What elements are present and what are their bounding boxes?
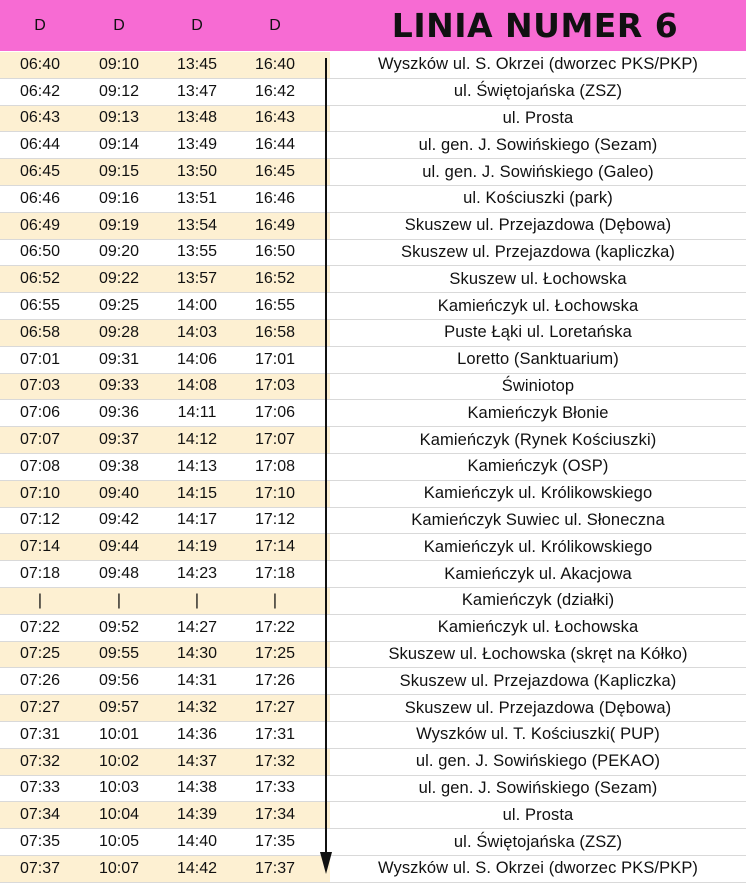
departure-time: 17:25	[254, 645, 296, 663]
departure-time: 06:49	[19, 216, 61, 234]
departure-time: 13:51	[176, 189, 218, 207]
departure-time: |	[116, 591, 122, 609]
departure-time: 13:48	[176, 109, 218, 127]
departure-time: 07:06	[19, 404, 61, 422]
day-column-header-4: D	[269, 16, 281, 34]
departure-time: 16:50	[254, 243, 296, 261]
departure-time: 16:44	[254, 136, 296, 154]
departure-time: 09:22	[98, 270, 140, 288]
departure-time: 13:50	[176, 163, 218, 181]
departure-time: 09:14	[98, 136, 140, 154]
day-column-header-1: D	[34, 16, 46, 34]
departure-time: 09:38	[98, 457, 140, 475]
departure-time: 10:02	[98, 752, 140, 770]
timetable-row	[0, 668, 746, 695]
timetable-row	[0, 347, 746, 374]
departure-time: |	[272, 591, 278, 609]
departure-time: 13:47	[176, 82, 218, 100]
timetable-row	[0, 829, 746, 856]
departure-time: |	[37, 591, 43, 609]
departure-time: 09:33	[98, 377, 140, 395]
departure-time: 09:44	[98, 538, 140, 556]
departure-time: 09:15	[98, 163, 140, 181]
departure-time: 07:07	[19, 431, 61, 449]
departure-time: 17:37	[254, 859, 296, 877]
timetable-row	[0, 159, 746, 186]
departure-time: 09:56	[98, 672, 140, 690]
departure-time: 17:31	[254, 725, 296, 743]
departure-time: 14:23	[176, 565, 218, 583]
stop-name: Skuszew ul. Przejazdowa (Dębowa)	[404, 698, 672, 717]
departure-time: 17:14	[254, 538, 296, 556]
timetable-row	[0, 588, 746, 615]
departure-time: 17:07	[254, 431, 296, 449]
stop-name: Kamieńczyk Błonie	[467, 403, 609, 422]
departure-time: 06:52	[19, 270, 61, 288]
stop-name: ul. gen. J. Sowińskiego (Sezam)	[418, 135, 658, 154]
stop-name: Skuszew ul. Przejazdowa (Kapliczka)	[399, 671, 677, 690]
timetable-row	[0, 240, 746, 267]
stop-name: Skuszew ul. Łochowska (skręt na Kółko)	[388, 644, 688, 663]
departure-time: 17:12	[254, 511, 296, 529]
departure-time: 14:12	[176, 431, 218, 449]
departure-time: 14:06	[176, 350, 218, 368]
departure-time: 14:03	[176, 323, 218, 341]
departure-time: 09:57	[98, 699, 140, 717]
timetable-row	[0, 186, 746, 213]
departure-time: 17:06	[254, 404, 296, 422]
stop-name: Świniotop	[501, 376, 575, 395]
departure-time: 07:33	[19, 779, 61, 797]
timetable-row	[0, 695, 746, 722]
timetable-row	[0, 561, 746, 588]
departure-time: 09:36	[98, 404, 140, 422]
departure-time: 06:43	[19, 109, 61, 127]
departure-time: 14:15	[176, 484, 218, 502]
departure-time: 07:37	[19, 859, 61, 877]
stop-name: Kamieńczyk ul. Łochowska	[437, 618, 639, 637]
departure-time: 07:10	[19, 484, 61, 502]
departure-time: 10:05	[98, 833, 140, 850]
departure-time: 14:08	[176, 377, 218, 395]
departure-time: 14:37	[176, 752, 218, 770]
day-column-header-3: D	[191, 16, 203, 34]
timetable-row	[0, 132, 746, 159]
departure-time: 13:49	[176, 136, 218, 154]
departure-time: 07:12	[19, 511, 61, 529]
timetable-row	[0, 776, 746, 803]
day-column-header-2: D	[113, 16, 125, 34]
departure-time: 16:52	[254, 270, 296, 288]
departure-time: 14:42	[176, 859, 218, 877]
departure-time: 14:11	[177, 404, 217, 422]
timetable-row	[0, 374, 746, 401]
departure-time: 06:40	[19, 55, 61, 73]
departure-time: 17:01	[254, 350, 296, 368]
departure-time: 09:40	[98, 484, 140, 502]
stop-name: ul. Prosta	[502, 805, 574, 824]
stop-name: Skuszew ul. Łochowska	[449, 269, 627, 288]
departure-time: 09:19	[98, 216, 140, 234]
timetable-row	[0, 454, 746, 481]
departure-time: 10:01	[98, 725, 140, 743]
timetable-row	[0, 722, 746, 749]
stop-name: Wyszków ul. T. Kościuszki( PUP)	[416, 725, 660, 744]
departure-time: 17:33	[254, 779, 296, 797]
departure-time: 14:30	[176, 645, 218, 663]
timetable-row	[0, 749, 746, 776]
timetable-row	[0, 400, 746, 427]
timetable-row	[0, 79, 746, 106]
stop-name: Kamieńczyk ul. Królikowskiego	[423, 537, 653, 556]
departure-time: 09:55	[98, 645, 140, 663]
departure-time: 07:01	[19, 350, 61, 368]
stop-name: Wyszków ul. S. Okrzei (dworzec PKS/PKP)	[377, 55, 699, 74]
departure-time: 16:55	[254, 297, 296, 315]
departure-time: 07:22	[19, 618, 61, 636]
departure-time: 16:42	[254, 82, 296, 100]
departure-time: 14:19	[176, 538, 218, 556]
stop-name: Wyszków ul. S. Okrzei (dworzec PKS/PKP)	[377, 859, 699, 878]
departure-time: 06:46	[19, 189, 61, 207]
departure-time: 13:45	[176, 55, 218, 73]
departure-time: 17:08	[254, 457, 296, 475]
departure-time: 16:58	[254, 323, 296, 341]
stop-name: ul. gen. J. Sowińskiego (Sezam)	[418, 778, 658, 797]
departure-time: 16:40	[254, 55, 296, 73]
departure-time: 14:38	[176, 779, 218, 797]
departure-time: 07:18	[19, 565, 61, 583]
stop-name: Kamieńczyk (Rynek Kościuszki)	[419, 430, 657, 449]
departure-time: 16:49	[254, 216, 296, 234]
departure-time: 14:40	[176, 833, 218, 850]
departure-time: 14:31	[176, 672, 218, 690]
departure-time: 16:43	[254, 109, 296, 127]
departure-time: 17:03	[254, 377, 296, 395]
departure-time: 14:00	[176, 297, 218, 315]
stop-name: ul. Prosta	[502, 108, 574, 127]
timetable-row	[0, 856, 746, 883]
departure-time: 07:03	[19, 377, 61, 395]
departure-time: 14:27	[176, 618, 218, 636]
departure-time: 17:35	[254, 833, 296, 850]
departure-time: 06:55	[19, 297, 61, 315]
stop-name: ul. Świętojańska (ZSZ)	[453, 832, 623, 851]
timetable-header	[0, 0, 746, 51]
departure-time: 10:07	[98, 859, 140, 877]
departure-time: 14:17	[176, 511, 218, 529]
departure-time: 13:54	[176, 216, 218, 234]
timetable-row	[0, 213, 746, 240]
departure-time: 10:04	[98, 806, 140, 824]
departure-time: 14:13	[176, 457, 218, 475]
departure-time: 17:18	[254, 565, 296, 583]
departure-time: 14:36	[176, 725, 218, 743]
departure-time: 07:27	[19, 699, 61, 717]
departure-time: 17:26	[254, 672, 296, 690]
departure-time: 09:28	[98, 323, 140, 341]
departure-time: 09:48	[98, 565, 140, 583]
departure-time: 07:08	[19, 457, 61, 475]
timetable-row	[0, 52, 746, 79]
stop-name: Puste Łąki ul. Loretańska	[444, 323, 632, 342]
timetable-row	[0, 802, 746, 829]
departure-time: 06:44	[19, 136, 61, 154]
departure-time: 09:31	[98, 350, 140, 368]
departure-time: 17:32	[254, 752, 296, 770]
timetable-row	[0, 615, 746, 642]
departure-time: 07:34	[19, 806, 61, 824]
departure-time: 17:10	[254, 484, 296, 502]
departure-time: 07:35	[19, 833, 61, 850]
timetable-row	[0, 481, 746, 508]
stop-name: ul. gen. J. Sowińskiego (PEKAO)	[415, 752, 661, 771]
stop-name: Kamieńczyk ul. Królikowskiego	[423, 484, 653, 503]
departure-time: 17:27	[254, 699, 296, 717]
departure-time: 09:25	[98, 297, 140, 315]
departure-time: 07:32	[19, 752, 61, 770]
departure-time: 09:10	[98, 55, 140, 73]
stop-name: ul. Kościuszki (park)	[463, 189, 613, 208]
departure-time: 09:12	[98, 82, 140, 100]
stop-name: Skuszew ul. Przejazdowa (kapliczka)	[400, 242, 676, 261]
stop-name: Loretto (Sanktuarium)	[457, 350, 619, 369]
departure-time: 06:58	[19, 323, 61, 341]
departure-time: 06:42	[19, 82, 61, 100]
timetable-row	[0, 106, 746, 133]
timetable-rows	[0, 52, 746, 883]
departure-time: 14:39	[176, 806, 218, 824]
departure-time: 07:14	[19, 538, 61, 556]
departure-time: 09:52	[98, 618, 140, 636]
departure-time: 09:37	[98, 431, 140, 449]
stop-name: Kamieńczyk ul. Łochowska	[437, 296, 639, 315]
departure-time: 16:45	[254, 163, 296, 181]
departure-time: 06:50	[19, 243, 61, 261]
departure-time: 09:42	[98, 511, 140, 529]
departure-time: 06:45	[19, 163, 61, 181]
departure-time: 16:46	[254, 189, 296, 207]
departure-time: 09:16	[98, 189, 140, 207]
departure-time: 13:57	[176, 270, 218, 288]
timetable-row	[0, 642, 746, 669]
timetable-row	[0, 266, 746, 293]
stop-name: ul. Świętojańska (ZSZ)	[453, 82, 623, 101]
timetable-row	[0, 427, 746, 454]
timetable-row	[0, 320, 746, 347]
stop-name: ul. gen. J. Sowińskiego (Galeo)	[422, 162, 654, 181]
departure-time: 14:32	[176, 699, 218, 717]
timetable-row	[0, 508, 746, 535]
departure-time: 09:13	[98, 109, 140, 127]
timetable-row	[0, 534, 746, 561]
stop-name: Kamieńczyk Suwiec ul. Słoneczna	[411, 510, 665, 529]
departure-time: 07:31	[19, 725, 61, 743]
departure-time: |	[194, 591, 200, 609]
departure-time: 17:22	[254, 618, 296, 636]
timetable-row	[0, 293, 746, 320]
stop-name: Kamieńczyk ul. Akacjowa	[444, 564, 632, 583]
stop-name: Kamieńczyk (działki)	[461, 591, 615, 610]
departure-time: 10:03	[98, 779, 140, 797]
departure-time: 13:55	[176, 243, 218, 261]
stop-name: Skuszew ul. Przejazdowa (Dębowa)	[404, 216, 672, 235]
stop-name: Kamieńczyk (OSP)	[467, 457, 609, 476]
departure-time: 07:25	[19, 645, 61, 663]
departure-time: 07:26	[19, 672, 61, 690]
line-title: LINIA NUMER 6	[391, 6, 679, 45]
departure-time: 17:34	[254, 806, 296, 824]
departure-time: 09:20	[98, 243, 140, 261]
